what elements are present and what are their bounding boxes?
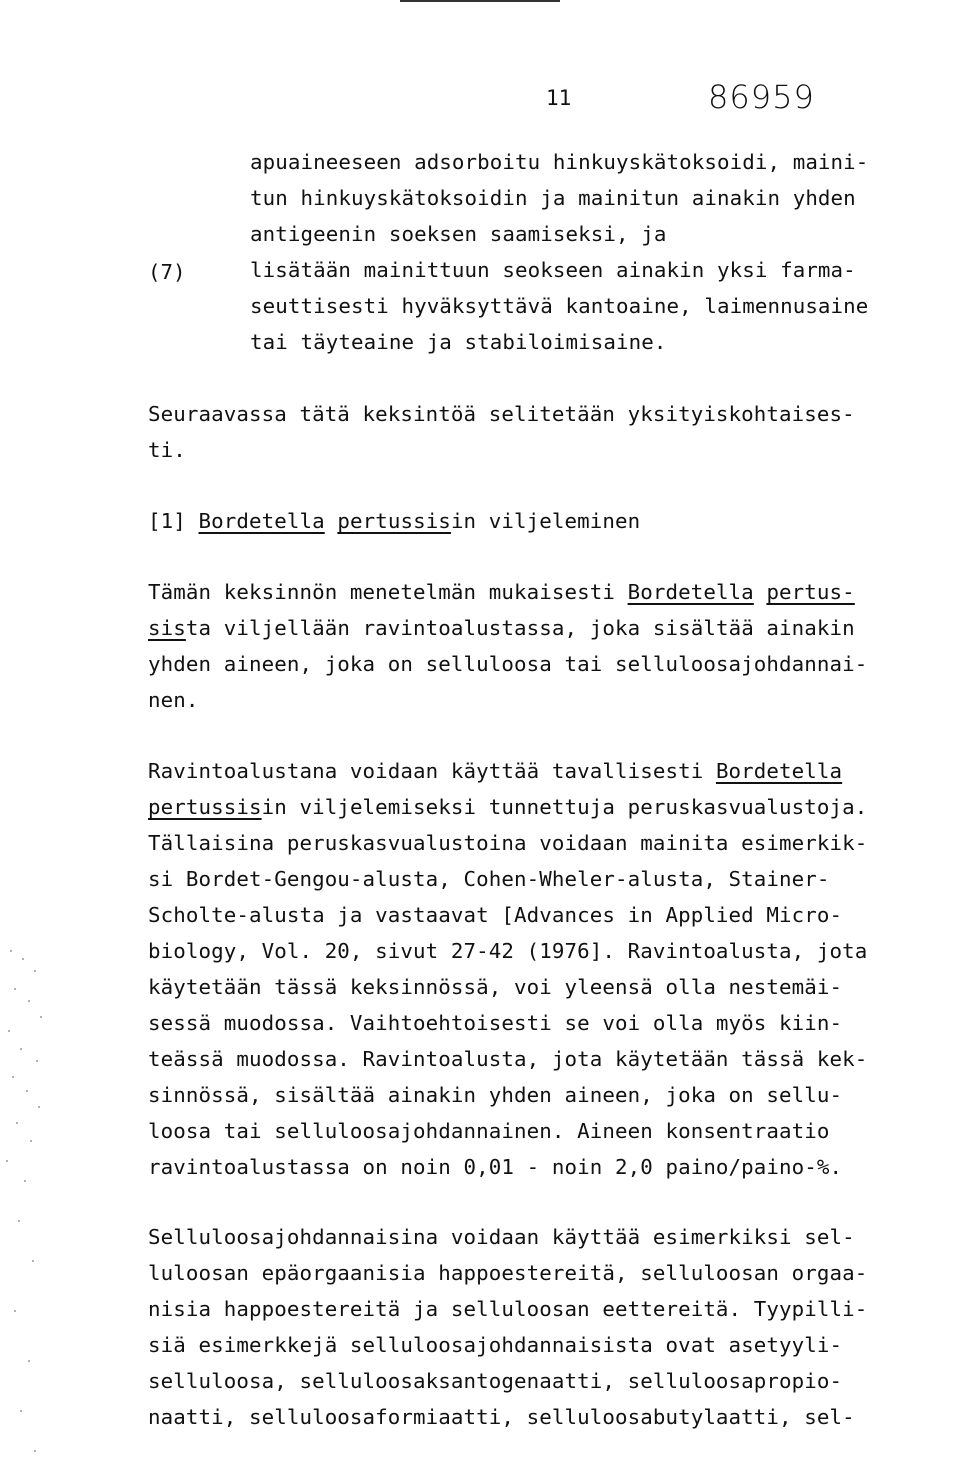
text-line: si Bordet-Gengou-alusta, Cohen-Wheler-alusta, Stainer-	[148, 867, 830, 891]
genus-name: Bordetella	[715, 759, 843, 783]
genus-name: Bordetella	[198, 509, 325, 533]
text-run	[754, 580, 767, 604]
text-line: lisätään mainittuun seokseen ainakin yksi farma-	[250, 258, 856, 282]
text-line: tai täyteaine ja stabiloimisaine.	[250, 330, 667, 354]
section-heading	[148, 511, 640, 532]
text-line: yhden aineen, joka on selluloosa tai selluloosajohdannai-	[148, 652, 868, 676]
text-line: biology, Vol. 20, sivut 27-42 (1976]. Ravintoalusta, jota	[148, 939, 868, 963]
text-run: ta viljellään ravintoalustassa, joka sisältää ainakin	[185, 616, 855, 640]
document-number: 86959	[708, 78, 815, 116]
species-name: pertussis	[148, 795, 262, 819]
text-line	[148, 582, 855, 603]
text-line: naatti, selluloosaformiaatti, selluloosabutylaatti, sel-	[148, 1405, 855, 1429]
text-line: antigeenin soeksen saamiseksi, ja	[250, 222, 667, 246]
text-line: seuttisesti hyväksyttävä kantoaine, laimennusaine	[250, 294, 869, 318]
text-line	[148, 797, 867, 818]
text-line	[148, 618, 855, 639]
text-line: loosa tai selluloosajohdannainen. Aineen konsentraatio	[148, 1119, 830, 1143]
text-line: Selluloosajohdannaisina voidaan käyttää esimerkiksi sel-	[148, 1225, 855, 1249]
genus-name: Bordetella	[627, 580, 754, 604]
text-line: selluloosa, selluloosaksantogenaatti, selluloosapropio-	[148, 1369, 843, 1393]
species-name: sis	[148, 616, 186, 640]
scan-noise	[0, 930, 60, 1470]
text-line: luloosan epäorgaanisia happoestereitä, selluloosan orgaa-	[148, 1261, 868, 1285]
text-line	[148, 761, 842, 782]
page-header	[0, 78, 960, 128]
text-line: sinnössä, sisältää ainakin yhden aineen, joka on sellu-	[148, 1083, 843, 1107]
text-line: apuaineeseen adsorboitu hinkuyskätoksoidi, maini-	[250, 150, 869, 174]
text-line: siä esimerkkejä selluloosajohdannaisista ovat asetyyli-	[148, 1333, 843, 1357]
text-run: in viljelemiseksi tunnettuja peruskasvualustoja.	[261, 795, 868, 819]
page-number: 11	[546, 86, 572, 110]
text-line: teässä muodossa. Ravintoalusta, jota käytetään tässä kek-	[148, 1047, 868, 1071]
text-line: ti.	[148, 438, 186, 462]
heading-rest: in viljeleminen	[450, 509, 641, 533]
species-name: pertussis	[337, 509, 451, 533]
text-line: sessä muodossa. Vaihtoehtoisesti se voi olla myös kiin-	[148, 1011, 843, 1035]
species-name: pertus-	[766, 580, 855, 604]
text-line: Tällaisina peruskasvualustoina voidaan mainita esimerkik-	[148, 831, 868, 855]
step-marker: (7)	[148, 260, 186, 284]
text-line: ravintoalustassa on noin 0,01 - noin 2,0 paino/paino-%.	[148, 1155, 843, 1179]
text-line: Seuraavassa tätä keksintöä selitetään yksityiskohtaises-	[148, 402, 855, 426]
text-line: käytetään tässä keksinnössä, voi yleensä olla nestemäi-	[148, 975, 843, 999]
text-line: nisia happoestereitä ja selluloosan eettereitä. Tyypilli-	[148, 1297, 868, 1321]
text-run: Ravintoalustana voidaan käyttää tavallisesti	[148, 759, 716, 783]
top-edge-rule	[400, 0, 560, 2]
text-line: tun hinkuyskätoksoidin ja mainitun ainakin yhden	[250, 186, 856, 210]
text-line: Scholte-alusta ja vastaavat [Advances in Applied Micro-	[148, 903, 843, 927]
text-run: Tämän keksinnön menetelmän mukaisesti	[148, 580, 628, 604]
text-line: nen.	[148, 688, 199, 712]
section-number: [1]	[148, 509, 186, 533]
